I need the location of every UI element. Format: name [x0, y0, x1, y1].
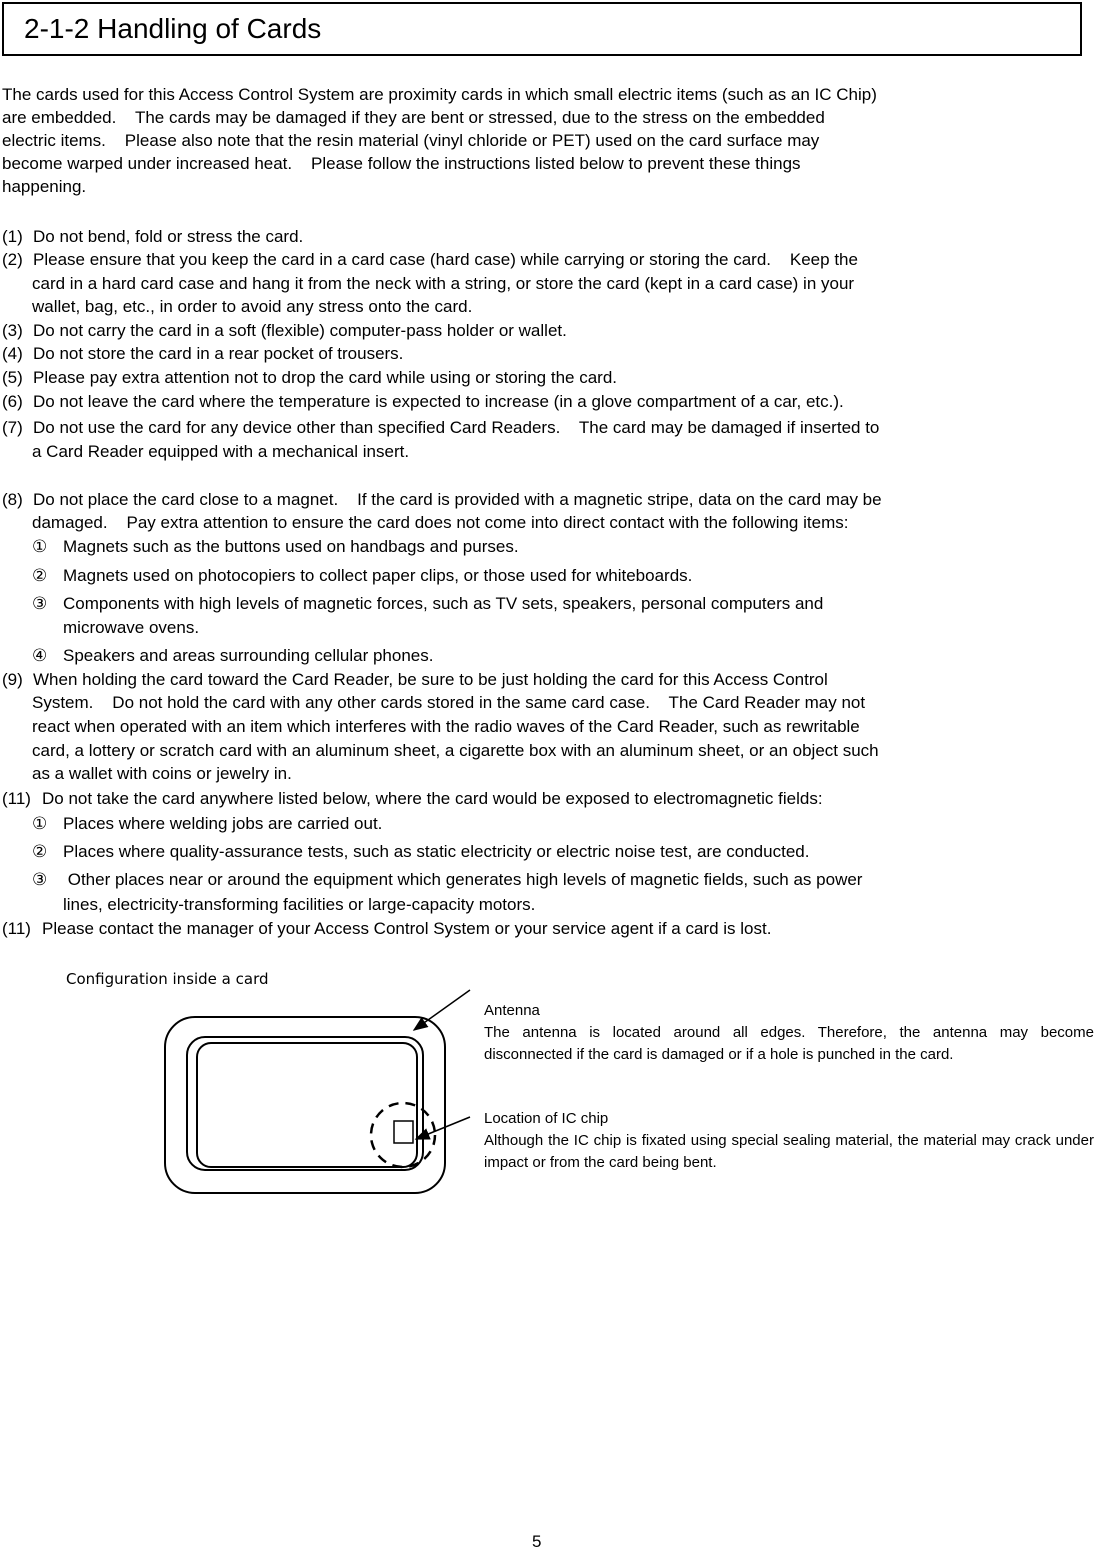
list-item-text: Do not bend, fold or stress the card.: [33, 227, 304, 246]
antenna-note-title: Antenna: [484, 1002, 540, 1019]
sub-item-marker: ③: [32, 594, 48, 613]
list-item-text: Do not take the card anywhere listed below, where the card would be exposed to electromagnetic fields:: [42, 789, 823, 808]
sub-item-marker: ①: [32, 814, 48, 833]
item-number: (9): [2, 670, 23, 689]
item-number: (1): [2, 227, 23, 246]
list-item-text: Please contact the manager of your Access Control System or your service agent if a card is lost.: [42, 919, 772, 938]
list-item-text: Please pay extra attention not to drop the card while using or storing the card.: [33, 368, 618, 387]
item-number: (7): [2, 418, 23, 437]
item-number: (2): [2, 250, 23, 269]
intro-line: become warped under increased heat. Please follow the instructions listed below to prevent these things: [2, 154, 801, 173]
item-number: (4): [2, 344, 23, 363]
intro-line: electric items. Please also note that the resin material (vinyl chloride or PET) used on the card surface may: [2, 131, 820, 150]
list-item-text: Other places near or around the equipment which generates high levels of magnetic fields, such as power: [63, 870, 863, 889]
list-item-continuation: microwave ovens.: [63, 618, 200, 637]
chip-note-title: Location of IC chip: [484, 1110, 609, 1127]
page-number: 5: [532, 1532, 542, 1551]
list-item-text: When holding the card toward the Card Reader, be sure to be just holding the card for this Access Control: [33, 670, 828, 689]
list-item-continuation: card, a lottery or scratch card with an aluminum sheet, a cigarette box with an aluminum sheet, or an object such: [32, 741, 879, 760]
list-item-text: Do not store the card in a rear pocket of trousers.: [33, 344, 404, 363]
list-item-continuation: wallet, bag, etc., in order to avoid any stress onto the card.: [32, 297, 473, 316]
list-item-text: Places where welding jobs are carried out.: [63, 814, 383, 833]
list-item-continuation: damaged. Pay extra attention to ensure the card does not come into direct contact with the following items:: [32, 513, 849, 532]
chip-arrow: [416, 1117, 470, 1139]
list-item-text: Do not leave the card where the temperature is expected to increase (in a glove compartment of a car, etc.).: [33, 392, 844, 411]
list-item-continuation: System. Do not hold the card with any other cards stored in the same card case. The Card Reader may not: [32, 693, 866, 712]
list-item-continuation: as a wallet with coins or jewelry in.: [32, 764, 292, 783]
list-item-text: Speakers and areas surrounding cellular phones.: [63, 646, 434, 665]
figure-title: Configuration inside a card: [66, 970, 269, 988]
item-number: (5): [2, 368, 23, 387]
list-item-text: Do not use the card for any device other than specified Card Readers. The card may be damaged if inserted to: [33, 418, 880, 437]
list-item-continuation: card in a hard card case and hang it from the neck with a string, or store the card (kept in a card case) in your: [32, 274, 855, 293]
sub-item-marker: ③: [32, 870, 48, 889]
antenna-outer: [187, 1037, 423, 1170]
chip-note: [484, 1108, 1094, 1174]
sub-item-marker: ①: [32, 537, 48, 556]
list-item-text: Magnets such as the buttons used on handbags and purses.: [63, 537, 519, 556]
antenna-note: [484, 1000, 1094, 1066]
antenna-inner: [197, 1043, 417, 1167]
intro-line: are embedded. The cards may be damaged if they are bent or stressed, due to the stress on the embedded: [2, 108, 825, 127]
item-number: (11): [2, 789, 31, 808]
item-number: (11): [2, 919, 31, 938]
list-item-continuation: react when operated with an item which interferes with the radio waves of the Card Reader, such as rewritable: [32, 717, 860, 736]
list-item-text: Places where quality-assurance tests, such as static electricity or electric noise test, are conducted.: [63, 842, 810, 861]
list-item-text: Do not carry the card in a soft (flexible) computer-pass holder or wallet.: [33, 321, 567, 340]
item-number: (8): [2, 490, 23, 509]
antenna-note-text: The antenna is located around all edges. Therefore, the antenna may become disconnected if the card is damaged or if a hole is punched in the card.: [484, 1024, 1094, 1063]
item-number: (3): [2, 321, 23, 340]
sub-item-marker: ②: [32, 842, 48, 861]
list-item-continuation: lines, electricity-transforming facilities or large-capacity motors.: [63, 895, 536, 914]
section-title: 2-1-2 Handling of Cards: [24, 13, 322, 44]
intro-line: The cards used for this Access Control System are proximity cards in which small electric items (such as an IC Chip): [2, 85, 877, 104]
sub-item-marker: ②: [32, 566, 48, 585]
intro-line: happening.: [2, 177, 87, 196]
list-item-text: Do not place the card close to a magnet. If the card is provided with a magnetic stripe, data on the card may be: [33, 490, 882, 509]
sub-item-marker: ④: [32, 646, 48, 665]
ic-chip: [394, 1121, 413, 1143]
chip-note-text: Although the IC chip is fixated using special sealing material, the material may crack under impact or from the card being bent.: [484, 1132, 1094, 1171]
list-item-text: Please ensure that you keep the card in a card case (hard case) while carrying or storing the card. Keep the: [33, 250, 858, 269]
antenna-arrow: [414, 990, 470, 1030]
list-item-text: Magnets used on photocopiers to collect paper clips, or those used for whiteboards.: [63, 566, 693, 585]
list-item-continuation: a Card Reader equipped with a mechanical insert.: [32, 442, 410, 461]
list-item-text: Components with high levels of magnetic forces, such as TV sets, speakers, personal computers and: [63, 594, 824, 613]
item-number: (6): [2, 392, 23, 411]
